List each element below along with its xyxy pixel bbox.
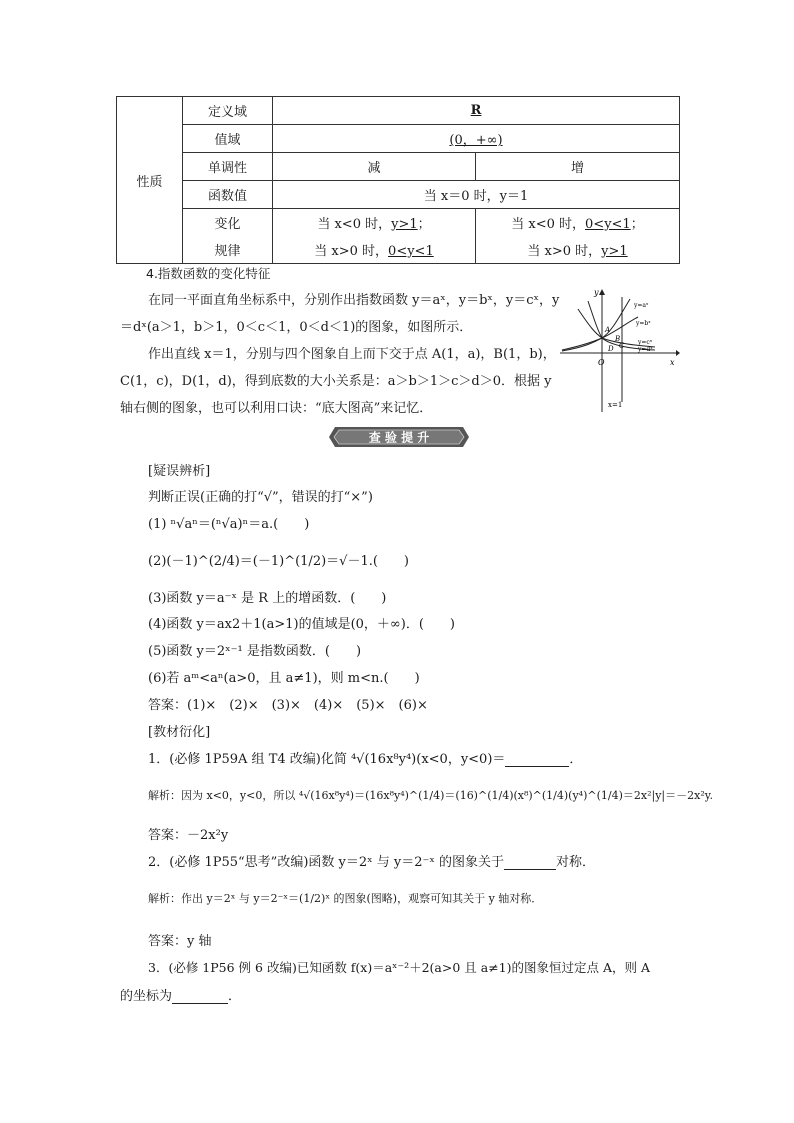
answer-blank-1[interactable] bbox=[505, 766, 569, 767]
row-label-rule: 规律 bbox=[183, 236, 273, 264]
question-3: 3．(必修 1P56 例 6 改编)已知函数 f(x)＝aˣ⁻²＋2(a>0 且 a≠1)的图象恒过定点 A，则 A bbox=[148, 960, 650, 975]
row-label-domain: 定义域 bbox=[183, 97, 273, 125]
quiz-item-6: (6)若 aᵐ<aⁿ(a>0，且 a≠1)，则 m<n.( ) bbox=[148, 671, 420, 686]
quiz-item-4: (4)函数 y＝ax2＋1(a>1)的值域是(0，＋∞)．( ) bbox=[148, 617, 455, 632]
row-label-value: 函数值 bbox=[183, 181, 273, 209]
curve-label-b: y=bˣ bbox=[636, 320, 651, 327]
quiz-intro: 判断正误(正确的打“√”，错误的打“×”) bbox=[148, 490, 373, 505]
change-right-2: 当 x>0 时，y>1 bbox=[476, 236, 680, 264]
quiz-item-2: (2)(－1)^(2/4)＝(－1)^(1/2)＝√－1.( ) bbox=[148, 554, 409, 569]
monotonic-increasing: 增 bbox=[476, 153, 680, 181]
x-axis-label: x bbox=[670, 358, 675, 367]
answer-blank-3[interactable] bbox=[172, 1003, 228, 1004]
solution-2: 解析：作出 y＝2ˣ 与 y＝2⁻ˣ＝(1/2)ˣ 的图象(图略)，观察可知其关于 y 轴对称． bbox=[148, 892, 543, 905]
answer-1: 答案：－2x²y bbox=[148, 828, 229, 843]
question-3-cont: 的坐标为 ． bbox=[120, 989, 242, 1004]
banner-text: 查 验 提 升 bbox=[368, 430, 430, 445]
quiz-answer: 答案：(1)× (2)× (3)× (4)× (5)× (6)× bbox=[148, 698, 428, 713]
point-d-label: D bbox=[608, 345, 614, 353]
value-at-zero: 当 x＝0 时，y＝1 bbox=[273, 181, 680, 209]
section-paragraph-2: 作出直线 x＝1，分别与四个图象自上而下交于点 A(1，a)，B(1，b)，C(1，c)，D(1，d)，得到底数的大小关系是：a＞b＞1＞c＞d＞0．根据 y 轴右侧的图象，也可以利用口诀：“底大图高”来记忆． bbox=[120, 347, 556, 416]
y-axis-label: y bbox=[594, 288, 599, 297]
curve-label-a: y=aˣ bbox=[634, 302, 649, 309]
curve-label-c: y=cˣ bbox=[638, 339, 653, 346]
monotonic-decreasing: 减 bbox=[273, 153, 476, 181]
section-paragraph-1: 在同一平面直角坐标系中，分别作出指数函数 y＝aˣ，y＝bˣ，y＝cˣ，y＝dˣ(a＞1，b＞1，0＜c＜1，0＜d＜1)的图象，如图所示． bbox=[120, 293, 560, 335]
properties-table bbox=[116, 96, 680, 264]
point-c-label: C bbox=[619, 342, 625, 350]
point-b-label: B bbox=[615, 335, 621, 343]
change-right-1: 当 x<0 时，0<y<1； bbox=[476, 209, 680, 237]
answer-blank-2[interactable] bbox=[504, 869, 556, 870]
section-heading: 4.指数函数的变化特征 bbox=[146, 266, 271, 281]
x1-label: x=1 bbox=[608, 401, 623, 409]
quiz-item-1: (1) ⁿ√aⁿ＝(ⁿ√a)ⁿ＝a.( ) bbox=[148, 517, 310, 532]
question-1: 1．(必修 1P59A 组 T4 改编)化简 ⁴√(16x⁸y⁴)(x<0，y<0)＝ ． bbox=[148, 752, 583, 767]
row-label-monotonic: 单调性 bbox=[183, 153, 273, 181]
domain-value: R bbox=[470, 103, 482, 118]
quiz-item-3: (3)函数 y＝a⁻ˣ 是 R 上的增函数．( ) bbox=[148, 591, 387, 606]
origin-label: O bbox=[598, 358, 605, 367]
answer-2: 答案：y 轴 bbox=[148, 934, 212, 949]
change-left-2: 当 x>0 时，0<y<1 bbox=[273, 236, 476, 264]
point-a-label: A bbox=[605, 326, 611, 334]
section-banner bbox=[329, 426, 469, 448]
change-left-1: 当 x<0 时，y>1； bbox=[273, 209, 476, 237]
row-label-range: 值域 bbox=[183, 125, 273, 153]
solution-1: 解析：因为 x<0，y<0，所以 ⁴√(16x⁸y⁴)＝(16x⁸y⁴)^(1/4)＝(16)^(1/4)(x⁸)^(1/4)(y⁴)^(1/4)＝2x²|y|＝－2x²y. bbox=[148, 789, 713, 802]
quiz-item-5: (5)函数 y＝2ˣ⁻¹ 是指数函数．( ) bbox=[148, 644, 362, 659]
exponential-graph bbox=[560, 287, 680, 412]
group-label: 性质 bbox=[117, 97, 183, 264]
question-2: 2．(必修 1P55“思考”改编)函数 y＝2ˣ 与 y＝2⁻ˣ 的图象关于 对称． bbox=[148, 855, 596, 870]
tag-textbook: [教材衍化] bbox=[148, 725, 211, 740]
range-value: (0，+∞) bbox=[449, 133, 503, 148]
tag-error-analysis: [疑误辨析] bbox=[148, 464, 211, 479]
row-label-change: 变化 bbox=[183, 209, 273, 237]
curve-label-d: y=dˣ bbox=[638, 346, 653, 353]
